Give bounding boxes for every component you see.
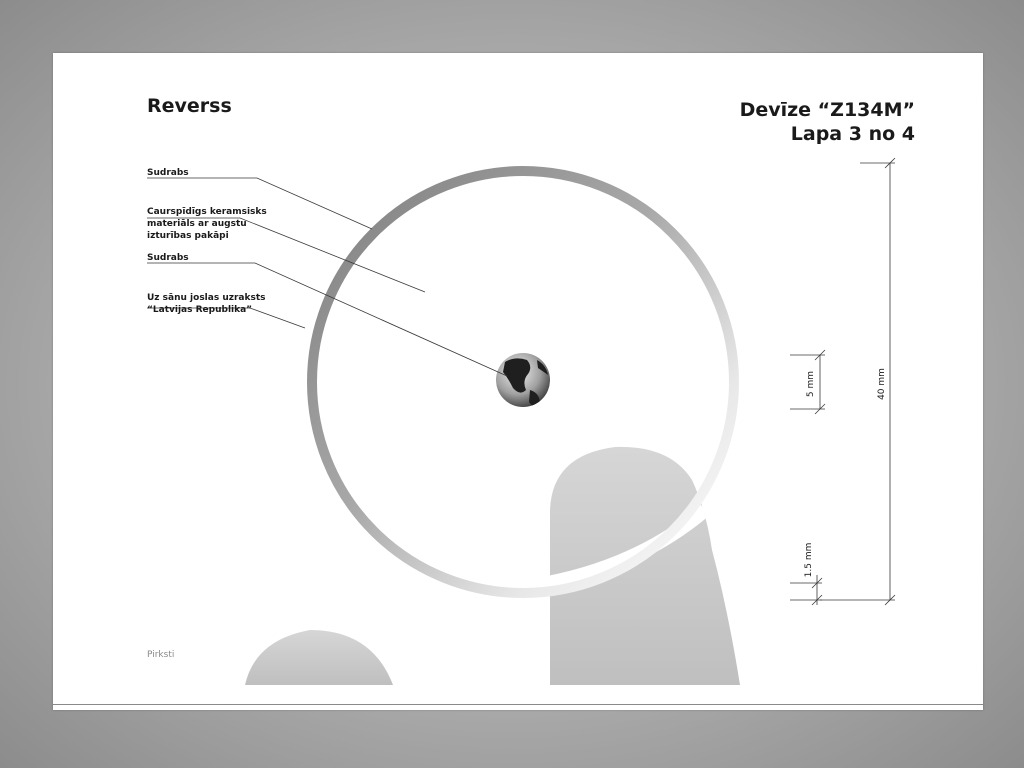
dimension-label-inner: 5 mm — [806, 370, 816, 398]
fingers-label: Pirksti — [147, 650, 175, 660]
globe-icon — [496, 353, 550, 407]
design-code: Devīze “Z134M” — [739, 99, 915, 121]
label-edge-line1: Uz sānu joslas uzraksts — [147, 293, 266, 303]
label-silver-ring: Sudrabs — [147, 168, 189, 178]
label-edge-line2: “Latvijas Republika” — [147, 305, 253, 315]
leader-silver-globe — [147, 263, 507, 376]
label-ceramic-line2: materiāls ar augstu — [147, 219, 247, 229]
label-ceramic-line1: Caurspīdīgs keramsisks — [147, 207, 267, 217]
dimension-label-total: 40 mm — [877, 368, 887, 400]
finger-illustration — [245, 447, 740, 685]
label-ceramic-line3: izturības pakāpi — [147, 231, 229, 241]
label-silver-globe: Sudrabs — [147, 253, 189, 263]
dimension-label-band: 1.5 mm — [804, 542, 814, 578]
side-title: Reverss — [147, 95, 232, 117]
page-number: Lapa 3 no 4 — [790, 123, 915, 145]
